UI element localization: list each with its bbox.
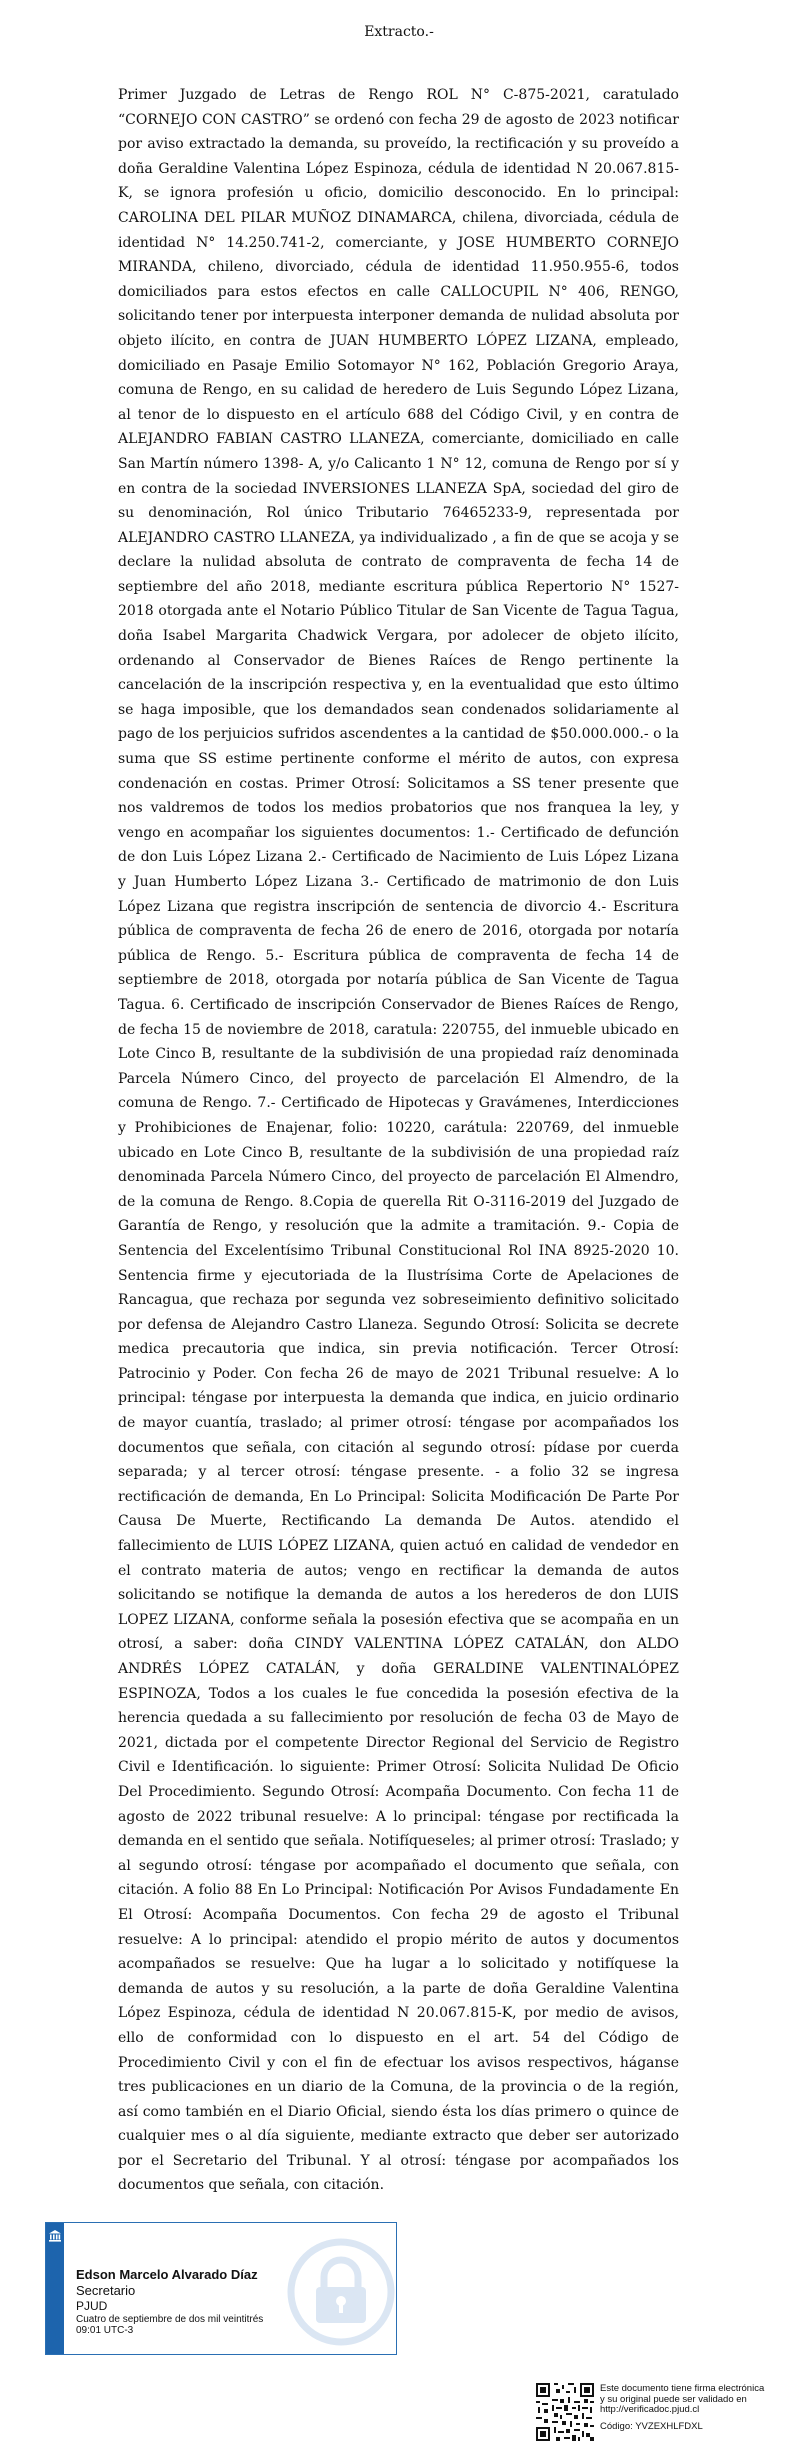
signature-details <box>76 2267 263 2336</box>
document-body: Primer Juzgado de Letras de Rengo ROL N° C-875-2021, caratulado “CORNEJO CON CASTRO” se ordenó con fecha 29 de agosto de 2023 notificar por aviso extractado la demanda, su proveído, la rectificación y su proveído a doña Geraldine Valentina López Espinoza, cédula de identidad N 20.067.815-K, se ignora profesión u oficio, domicilio desconocido. En lo principal: CAROLINA DEL PILAR MUÑOZ DINAMARCA, chilena, divorciada, cédula de identidad N° 14.250.741-2, comerciante, y JOSE HUMBERTO CORNEJO MIRANDA, chileno, divorciado, cédula de identidad 11.950.955-6, todos domiciliados para estos efectos en calle CALLOCUPIL N° 406, RENGO, solicitando tener por interpuesta interponer demanda de nulidad absoluta por objeto ilícito, en contra de JUAN HUMBERTO LÓPEZ LIZANA, empleado, domiciliado en Pasaje Emilio Sotomayor N° 162, Población Gregorio Araya, comuna de Rengo, en su calidad de heredero de Luis Segundo López Lizana, al tenor de lo dispuesto en el artículo 688 del Código Civil, y en contra de ALEJANDRO FABIAN CASTRO LLANEZA, comerciante, domiciliado en calle San Martín número 1398- A, y/o Calicanto 1 N° 12, comuna de Rengo por sí y en contra de la sociedad INVERSIONES LLANEZA SpA, sociedad del giro de su denominación, Rol único Tributario 76465233-9, representada por ALEJANDRO CASTRO LLANEZA, ya individualizado , a fin de que se acoja y se declare la nulidad absoluta de contrato de compraventa de fecha 14 de septiembre del año 2018, mediante escritura pública Repertorio N° 1527- 2018 otorgada ante el Notario Público Titular de San Vicente de Tagua Tagua, doña Isabel Margarita Chadwick Vergara, por adolecer de objeto ilícito, ordenando al Conservador de Bienes Raíces de Rengo pertinente la cancelación de la inscripción respectiva y, en la eventualidad que esto último se haga imposible, que los demandados sean condenados solidariamente al pago de los perjuicios sufridos ascendentes a la cantidad de $50.000.000.- o la suma que SS estime pertinente conforme el mérito de autos, con expresa condenación en costas. Primer Otrosí: Solicitamos a SS tener presente que nos valdremos de todos los medios probatorios que nos franquea la ley, y vengo en acompañar los siguientes documentos: 1.- Certificado de defunción de don Luis López Lizana 2.- Certificado de Nacimiento de Luis López Lizana y Juan Humberto López Lizana 3.- Certificado de matrimonio de don Luis López Lizana que registra inscripción de sentencia de divorcio 4.- Escritura pública de compraventa de fecha 26 de enero de 2016, otorgada por notaría pública de Rengo. 5.- Escritura pública de compraventa de fecha 14 de septiembre de 2018, otorgada por notaría pública de San Vicente de Tagua Tagua. 6. Certificado de inscripción Conservador de Bienes Raíces de Rengo, de fecha 15 de noviembre de 2018, caratula: 220755, del inmueble ubicado en Lote Cinco B, resultante de la subdivisión de una propiedad raíz denominada Parcela Número Cinco, del proyecto de parcelación El Almendro, de la comuna de Rengo. 7.- Certificado de Hipotecas y Gravámenes, Interdicciones y Prohibiciones de Enajenar, folio: 10220, carátula: 220769, del inmueble ubicado en Lote Cinco B, resultante de la subdivisión de una propiedad raíz denominada Parcela Número Cinco, del proyecto de parcelación El Almendro, de la comuna de Rengo. 8.Copia de querella Rit O-3116-2019 del Juzgado de Garantía de Rengo, y resolución que la admite a tramitación. 9.- Copia de Sentencia del Excelentísimo Tribunal Constitucional Rol INA 8925-2020 10. Sentencia firme y ejecutoriada de la Ilustrísima Corte de Apelaciones de Rancagua, que rechaza por segunda vez sobreseimiento definitivo solicitado por defensa de Alejandro Castro Llaneza. Segundo Otrosí: Solicita se decrete medica precautoria que indica, sin previa notificación. Tercer Otrosí: Patrocinio y Poder. Con fecha 26 de mayo de 2021 Tribunal resuelve: A lo principal: téngase por interpuesta la demanda que indica, en juicio ordinario de mayor cuantía, traslado; al primer otrosí: téngase por acompañados los documentos que señala, con citación al segundo otrosí: pídase por cuerda separada; y al tercer otrosí: téngase presente. - a folio 32 se ingresa rectificación de demanda, En Lo Principal: Solicita Modificación De Parte Por Causa De Muerte, Rectificando La demanda De Autos. atendido el fallecimiento de LUIS LÓPEZ LIZANA, quien actuó en calidad de vendedor en el contrato materia de autos; vengo en rectificar la demanda de autos solicitando se notifique la demanda de autos a los herederos de don LUIS LOPEZ LIZANA, conforme señala la posesión efectiva que se acompaña en un otrosí, a saber: doña CINDY VALENTINA LÓPEZ CATALÁN, don ALDO ANDRÉS LÓPEZ CATALÁN, y doña GERALDINE VALENTINALÓPEZ ESPINOZA, Todos a los cuales le fue concedida la posesión efectiva de la herencia quedada a su fallecimiento por resolución de fecha 03 de Mayo de 2021, dictada por el competente Director Regional del Servicio de Registro Civil e Identificación. lo siguiente: Primer Otrosí: Solicita Nulidad De Oficio Del Procedimiento. Segundo Otrosí: Acompaña Documento. Con fecha 11 de agosto de 2022 tribunal resuelve: A lo principal: téngase por rectificada la demanda en el sentido que señala. Notifíqueseles; al primer otrosí: Traslado; y al segundo otrosí: téngase por acompañado el documento que señala, con citación. A folio 88 En Lo Principal: Notificación Por Avisos Fundadamente En El Otrosí: Acompaña Documentos. Con fecha 29 de agosto el Tribunal resuelve: A lo principal: atendido el propio mérito de autos y documentos acompañados se resuelve: Que ha lugar a lo solicitado y notifíquese la demanda de autos y su resolución, a la parte de doña Geraldine Valentina López Espinoza, cédula de identidad N 20.067.815-K, por medio de avisos, ello de conformidad con lo dispuesto en el art. 54 del Código de Procedimiento Civil y con el fin de efectuar los avisos respectivos, háganse tres publicaciones en un diario de la Comuna, de la provincia o de la región, así como también en el Diario Oficial, siendo ésta los días primero o quince de cualquier mes o al día siguiente, mediante extracto que deber ser autorizado por el Secretario del Tribunal. Y al otrosí: téngase por acompañados los documentos que señala, con citación. <box>118 87 679 2194</box>
verification-notice <box>600 2384 790 2432</box>
signer-name: Edson Marcelo Alvarado Díaz <box>76 2267 258 2282</box>
signer-role: Secretario <box>76 2283 136 2298</box>
verification-url: http://verificadoc.pjud.cl <box>600 2404 700 2415</box>
verification-code: Código: YVZEXHLFDXL <box>600 2420 703 2432</box>
signature-date: Cuatro de septiembre de dos mil veintitrés <box>76 2314 264 2325</box>
document-title: Extracto.- <box>364 24 434 40</box>
signature-time: 09:01 UTC-3 <box>76 2325 134 2336</box>
electronic-signature-box <box>45 2222 397 2355</box>
courthouse-icon <box>48 2229 62 2243</box>
qr-code-icon <box>536 2383 594 2441</box>
signature-side-strip <box>46 2223 64 2354</box>
verification-text-line: y su original puede ser validado en <box>600 2393 747 2405</box>
signer-institution: PJUD <box>76 2299 108 2313</box>
verification-text-line: Este documento tiene firma electrónica <box>600 2383 765 2394</box>
lock-icon <box>286 2237 396 2347</box>
